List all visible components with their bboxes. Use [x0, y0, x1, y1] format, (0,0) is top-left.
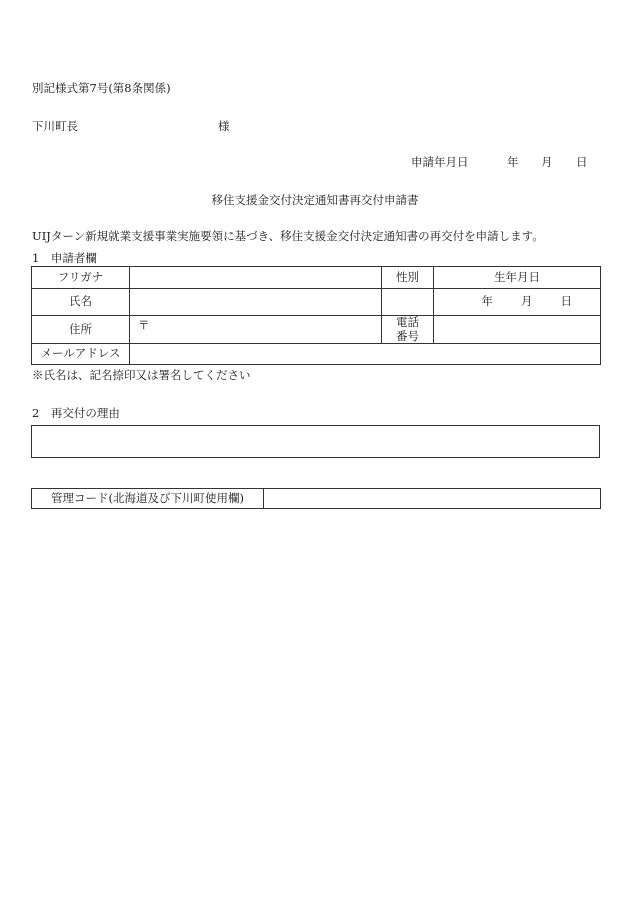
- admin-code-label: 管理コード(北海道及び下川町使用欄): [32, 489, 264, 509]
- email-label: メールアドレス: [32, 344, 130, 365]
- applicant-table: [31, 266, 601, 365]
- gender-label: 性別: [382, 267, 434, 289]
- address-field[interactable]: [130, 316, 382, 344]
- section2-heading: 2 再交付の理由: [32, 406, 120, 420]
- addressee-honorific: 様: [218, 119, 230, 133]
- application-date-label: 申請年月日: [411, 155, 469, 169]
- phone-label: [382, 316, 434, 344]
- application-date-year: 年: [507, 155, 519, 169]
- phone-label-line1: 電話: [396, 315, 419, 330]
- admin-code-field[interactable]: [264, 489, 601, 509]
- furigana-label: フリガナ: [32, 267, 130, 289]
- email-field[interactable]: [130, 344, 601, 365]
- intro-text: UIJターン新規就業支援事業実施要領に基づき、移住支援金交付決定通知書の再交付を申請します。: [32, 229, 544, 243]
- addressee-office: 下川町長: [32, 119, 78, 133]
- name-label: 氏名: [32, 289, 130, 316]
- form-id: 別記様式第7号(第8条関係): [32, 81, 171, 95]
- birth-day-label: 日: [560, 294, 572, 309]
- name-field[interactable]: [130, 289, 382, 316]
- gender-field[interactable]: [382, 289, 434, 316]
- birth-year-label: 年: [481, 294, 493, 309]
- furigana-field[interactable]: [130, 267, 382, 289]
- birthdate-label: 生年月日: [434, 267, 601, 289]
- phone-field[interactable]: [434, 316, 601, 344]
- application-date-month: 月: [541, 155, 553, 169]
- section1-heading: 1 申請者欄: [32, 251, 97, 265]
- address-label: 住所: [32, 316, 130, 344]
- application-date-day: 日: [576, 155, 588, 169]
- birth-month-label: 月: [521, 294, 533, 309]
- birthdate-field[interactable]: [434, 289, 601, 316]
- signature-note: ※氏名は、記名捺印又は署名してください: [32, 368, 251, 382]
- document-title: 移住支援金交付決定通知書再交付申請書: [211, 193, 419, 207]
- postal-mark: 〒: [138, 317, 150, 332]
- admin-code-table: [31, 488, 601, 509]
- phone-label-line2: 番号: [396, 328, 419, 343]
- reissue-reason-field[interactable]: [31, 425, 600, 458]
